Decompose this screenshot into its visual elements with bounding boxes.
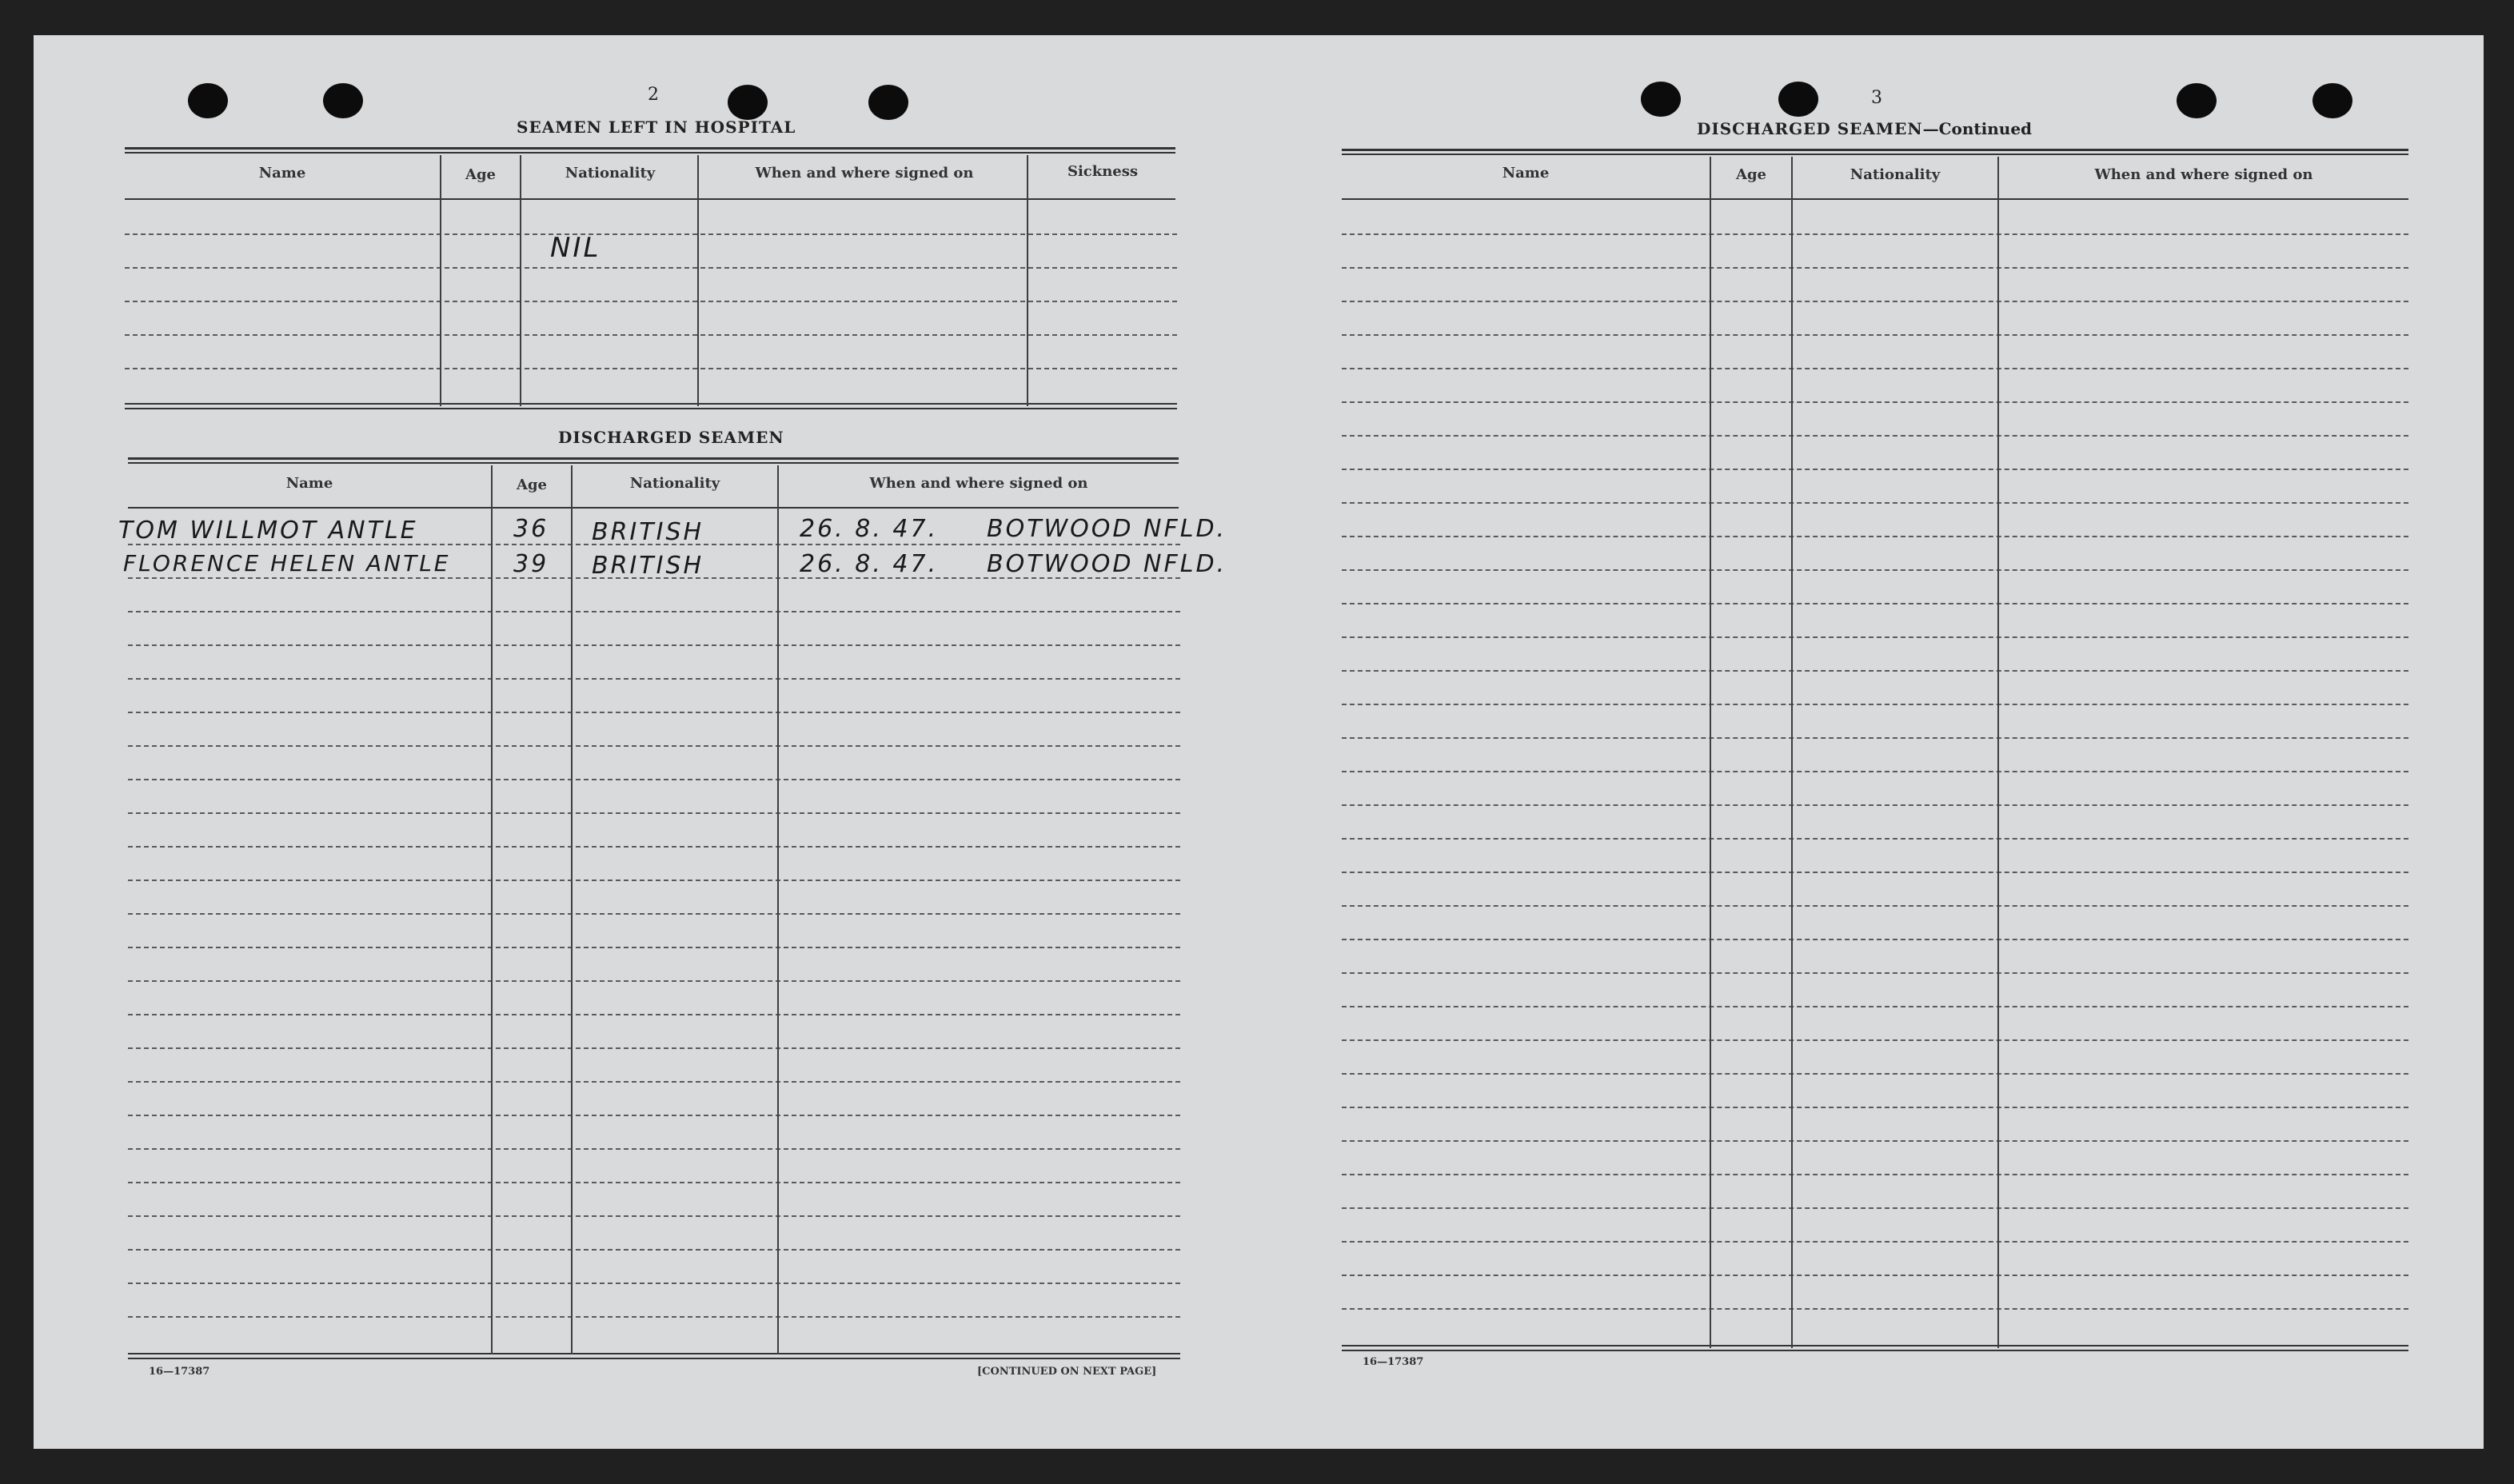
- ruled-line: [128, 1316, 1180, 1318]
- punch-hole: [868, 85, 908, 120]
- ruled-line: [128, 812, 1180, 814]
- hospital-nil-entry: NIL: [550, 232, 601, 264]
- ruled-line: [128, 644, 1180, 646]
- row2-name: FLORENCE HELEN ANTLE: [123, 550, 451, 576]
- ruled-line: [1342, 670, 2408, 672]
- discharged-col-age: Age: [516, 477, 547, 493]
- punch-hole: [2312, 83, 2352, 118]
- ruled-line: [128, 712, 1180, 713]
- ruled-line: [128, 1148, 1180, 1150]
- right-col-signed-on: When and where signed on: [2094, 166, 2313, 183]
- ruled-line: [128, 678, 1180, 680]
- ruled-line: [1342, 771, 2408, 772]
- ruled-line: [1342, 838, 2408, 840]
- ruled-line: [128, 913, 1180, 915]
- ruled-line: [1342, 737, 2408, 739]
- ruled-line: [1342, 1207, 2408, 1209]
- row1-place: BOTWOOD NFLD.: [987, 515, 1227, 543]
- ruled-line: [1342, 1308, 2408, 1310]
- row1-name: TOM WILLMOT ANTLE: [118, 517, 418, 545]
- ruled-line: [1342, 872, 2408, 873]
- ruled-line: [1342, 536, 2408, 537]
- right-title-main: DISCHARGED SEAMEN: [1697, 119, 1923, 138]
- right-title-suffix: —Continued: [1922, 119, 2033, 138]
- row1-date: 26. 8. 47.: [800, 515, 939, 543]
- punch-hole: [1641, 82, 1681, 117]
- right-page-number: 3: [1871, 88, 1882, 108]
- hospital-col-name: Name: [258, 165, 306, 182]
- ruled-line: [1342, 502, 2408, 504]
- ruled-line: [128, 1014, 1180, 1015]
- hospital-col-age: Age: [465, 166, 496, 183]
- punch-hole: [1778, 82, 1818, 117]
- ruled-line: [1342, 1140, 2408, 1142]
- ruled-line: [128, 1047, 1180, 1049]
- ruled-line: [1342, 1006, 2408, 1007]
- ruled-line: [128, 1215, 1180, 1217]
- right-section-title: [1697, 119, 2032, 138]
- ruled-line: [1342, 233, 2408, 235]
- ruled-line: [1342, 569, 2408, 571]
- ruled-line: [128, 1081, 1180, 1083]
- hospital-section-title: SEAMEN LEFT IN HOSPITAL: [517, 118, 796, 137]
- row2-age: 39: [513, 550, 549, 578]
- row1-nationality: BRITISH: [592, 518, 704, 546]
- ruled-line: [1342, 1039, 2408, 1041]
- ruled-line: [1342, 972, 2408, 974]
- ruled-line: [128, 980, 1180, 982]
- ruled-line: [128, 745, 1180, 747]
- ruled-line: [1342, 368, 2408, 369]
- ruled-line: [1342, 469, 2408, 470]
- row2-place: BOTWOOD NFLD.: [987, 550, 1227, 578]
- discharged-col-signed-on: When and where signed on: [869, 475, 1088, 492]
- right-col-nationality: Nationality: [1850, 166, 1941, 183]
- row2-nationality: BRITISH: [592, 552, 704, 580]
- punch-hole: [323, 83, 363, 118]
- ruled-line: [1342, 905, 2408, 907]
- ruled-line: [1342, 939, 2408, 940]
- ruled-line: [1342, 1241, 2408, 1243]
- ruled-line: [128, 1249, 1180, 1251]
- ruled-line: [1342, 401, 2408, 403]
- hospital-col-sickness: Sickness: [1067, 163, 1139, 180]
- ruled-line: [128, 779, 1180, 780]
- ruled-line: [128, 1283, 1180, 1284]
- ruled-line: [128, 880, 1180, 881]
- left-form-number: 16—17387: [149, 1366, 210, 1378]
- ruled-line: [1342, 603, 2408, 604]
- discharged-section-title: DISCHARGED SEAMEN: [558, 428, 784, 447]
- ruled-line: [1342, 1174, 2408, 1175]
- ruled-line: [1342, 704, 2408, 705]
- ruled-line: [128, 846, 1180, 848]
- ruled-line: [1342, 267, 2408, 269]
- right-form-number: 16—17387: [1363, 1356, 1424, 1368]
- ruled-line: [1342, 804, 2408, 806]
- ruled-line: [1342, 435, 2408, 437]
- ruled-line: [1342, 301, 2408, 302]
- row1-age: 36: [513, 515, 549, 543]
- right-col-age: Age: [1735, 166, 1766, 183]
- ruled-line: [128, 611, 1180, 612]
- ruled-line: [1342, 1107, 2408, 1108]
- ruled-line: [128, 1182, 1180, 1183]
- row2-date: 26. 8. 47.: [800, 550, 939, 578]
- document-sheet: [34, 35, 2484, 1449]
- ruled-line: [1342, 334, 2408, 336]
- ruled-line: [128, 1115, 1180, 1116]
- punch-hole: [2177, 83, 2217, 118]
- discharged-col-name: Name: [285, 475, 333, 492]
- punch-hole: [728, 85, 768, 120]
- ruled-line: [1342, 636, 2408, 638]
- hospital-col-nationality: Nationality: [565, 165, 656, 182]
- punch-hole: [188, 83, 228, 118]
- ruled-line: [128, 947, 1180, 948]
- left-page-number: 2: [648, 85, 659, 105]
- ruled-line: [1342, 1073, 2408, 1075]
- ruled-line: [1342, 1275, 2408, 1276]
- right-col-name: Name: [1502, 165, 1550, 182]
- hospital-col-signed-on: When and where signed on: [755, 165, 974, 182]
- continued-note: [CONTINUED ON NEXT PAGE]: [977, 1366, 1157, 1378]
- discharged-col-nationality: Nationality: [629, 475, 720, 492]
